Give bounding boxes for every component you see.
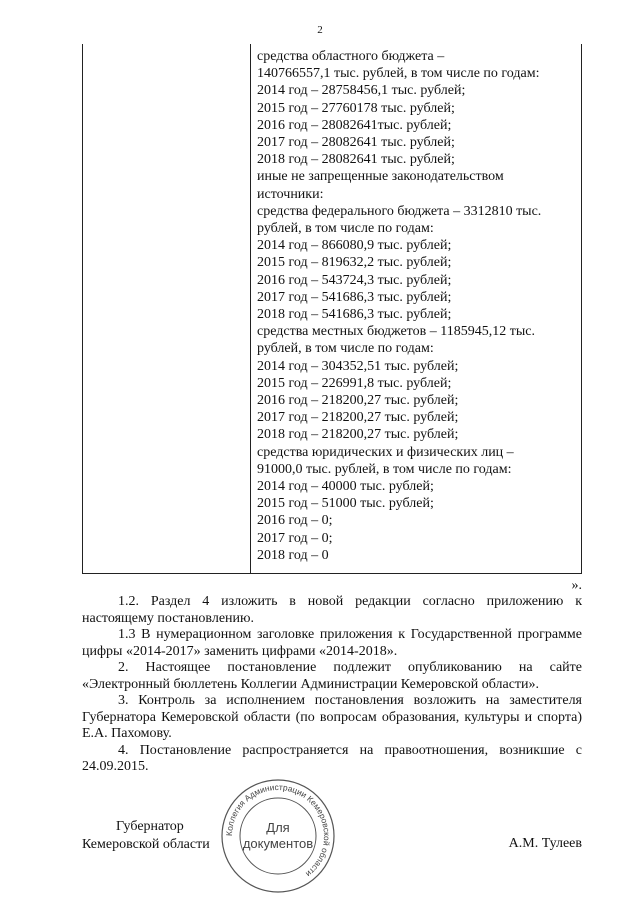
signature-title-line1: Губернатор — [116, 819, 184, 834]
funding-line: средства местных бюджетов – 1185945,12 тыс. — [257, 324, 535, 340]
signature-title-line2: Кемеровской области — [82, 837, 210, 852]
funding-line: 2016 год – 218200,27 тыс. рублей; — [257, 393, 459, 409]
funding-line: 2018 год – 0 — [257, 547, 329, 563]
funding-line: 2016 год – 543724,3 тыс. рублей; — [257, 272, 452, 288]
funding-line: 2015 год – 226991,8 тыс. рублей; — [257, 375, 452, 391]
funding-line: 2015 год – 27760178 тыс. рублей; — [257, 100, 455, 116]
funding-line: 2017 год – 218200,27 тыс. рублей; — [257, 410, 459, 426]
funding-sources-cell — [257, 48, 577, 564]
funding-line: рублей, в том числе по годам: — [257, 221, 434, 237]
funding-line: средства областного бюджета – — [257, 49, 445, 64]
funding-line: 91000,0 тыс. рублей, в том числе по годам: — [257, 461, 512, 477]
funding-line: 2017 год – 541686,3 тыс. рублей; — [257, 289, 452, 305]
signature-title — [82, 818, 210, 854]
funding-line: рублей, в том числе по годам: — [257, 341, 434, 357]
funding-line: средства юридических и физических лиц – — [257, 444, 514, 460]
funding-line: 2018 год – 28082641 тыс. рублей; — [257, 152, 455, 168]
official-stamp — [212, 776, 344, 896]
funding-line: 2014 год – 40000 тыс. рублей; — [257, 479, 434, 495]
funding-line: источники: — [257, 186, 324, 202]
stamp-center-line2: документов — [242, 836, 314, 851]
table-column-divider — [250, 44, 251, 573]
funding-line: 2016 год – 0; — [257, 513, 333, 529]
resolution-paragraph: 4. Постановление распространяется на правоотношения, возникшие с 24.09.2015. — [82, 742, 582, 774]
stamp-seal-icon — [212, 776, 344, 896]
funding-line: иные не запрещенные законодательством — [257, 169, 504, 185]
funding-line: 2015 год – 51000 тыс. рублей; — [257, 496, 434, 512]
resolution-paragraph: 1.3 В нумерационном заголовке приложения к Государственной программе цифры «2014-2017» заменить цифрами «2014-2018». — [82, 627, 582, 659]
resolution-paragraph: 2. Настоящее постановление подлежит опубликованию на сайте «Электронный бюллетень Коллегии Администрации Кемеровской области». — [82, 660, 582, 692]
funding-line: 2014 год – 866080,9 тыс. рублей; — [257, 238, 452, 254]
funding-line: 2017 год – 0; — [257, 530, 333, 546]
funding-line: 2018 год – 218200,27 тыс. рублей; — [257, 427, 459, 443]
resolution-paragraphs — [82, 594, 582, 776]
resolution-paragraph: 1.2. Раздел 4 изложить в новой редакции согласно приложению к настоящему постановлению. — [82, 594, 582, 626]
funding-line: средства федерального бюджета – 3312810 тыс. — [257, 203, 542, 219]
stamp-ring-text: Коллегия Администрации Кемеровской области — [223, 781, 333, 880]
funding-line: 2018 год – 541686,3 тыс. рублей; — [257, 307, 452, 323]
funding-line: 2014 год – 304352,51 тыс. рублей; — [257, 358, 459, 374]
stamp-center-line1: Для — [266, 820, 290, 835]
funding-line: 2014 год – 28758456,1 тыс. рублей; — [257, 83, 466, 99]
funding-line: 2017 год – 28082641 тыс. рублей; — [257, 135, 455, 151]
funding-line: 2015 год – 819632,2 тыс. рублей; — [257, 255, 452, 271]
funding-line: 2016 год – 28082641тыс. рублей; — [257, 117, 452, 133]
funding-table — [82, 44, 582, 574]
closing-quote: ». — [571, 578, 582, 593]
resolution-paragraph: 3. Контроль за исполнением постановления возложить на заместителя Губернатора Кемеровской области (по вопросам образования, культуры и спорта) Е.А. Пахомову. — [82, 693, 582, 741]
page-number: 2 — [317, 24, 323, 36]
signatory-name: А.М. Тулеев — [508, 836, 582, 851]
funding-line: 140766557,1 тыс. рублей, в том числе по годам: — [257, 66, 540, 82]
